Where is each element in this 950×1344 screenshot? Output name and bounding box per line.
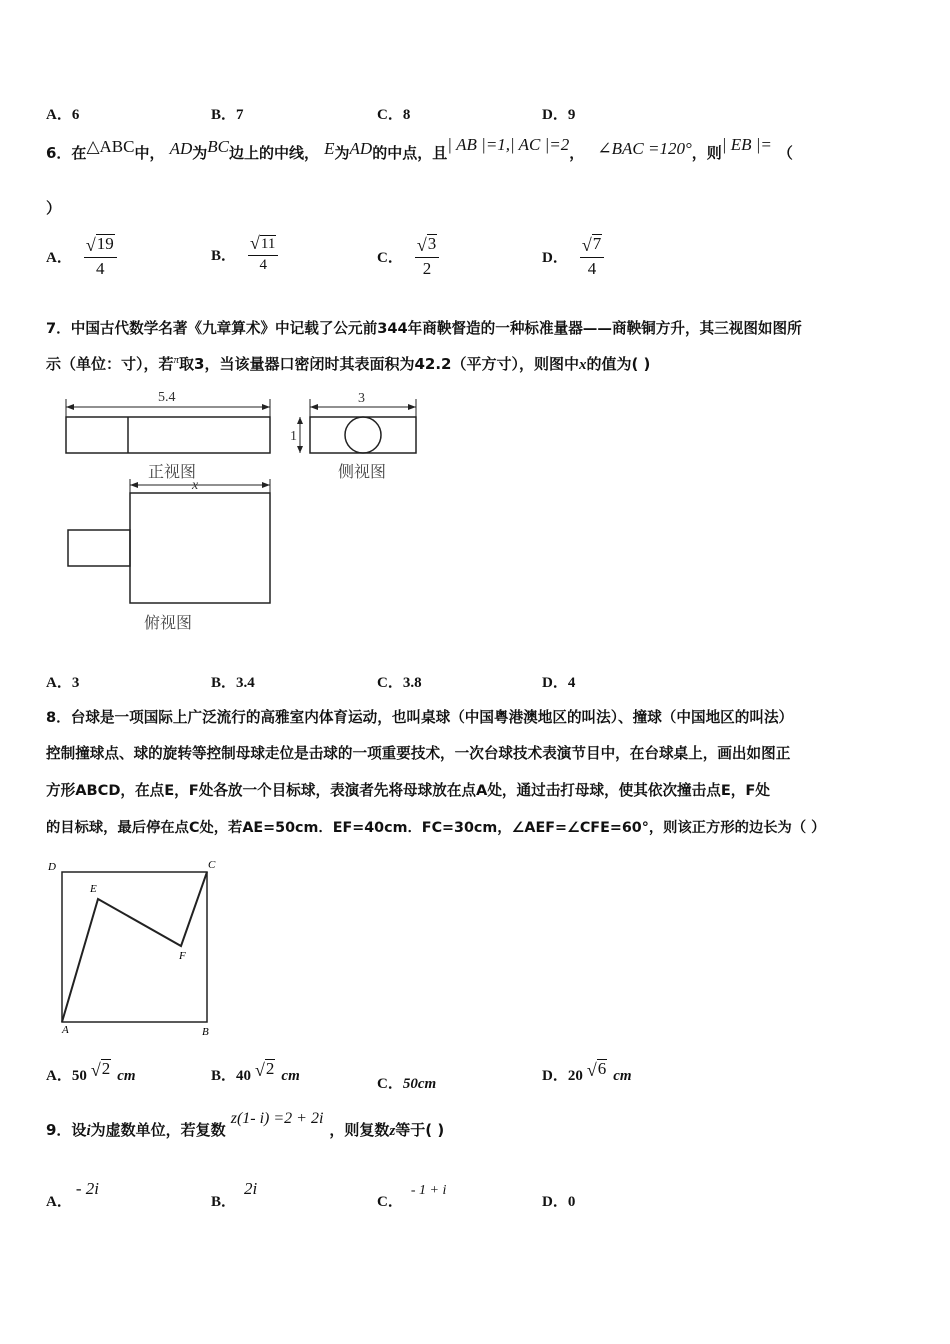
q9-option-b[interactable]: B．2i	[211, 1179, 258, 1210]
q5-option-b[interactable]: B．7	[211, 107, 244, 123]
top-view	[68, 478, 270, 632]
label-c: C	[208, 859, 216, 871]
side-dim-h-label: 1	[290, 429, 297, 444]
q6-option-c[interactable]: C． √ 3 2	[377, 234, 439, 279]
q7-option-a[interactable]: A．3	[46, 675, 80, 691]
label-a: A	[62, 1024, 69, 1036]
side-dim-w-label: 3	[358, 391, 365, 406]
q7-three-view-figure	[60, 385, 430, 640]
q6-option-d[interactable]: D． √ 7 4	[542, 234, 604, 279]
label-f: F	[179, 950, 186, 962]
q9-option-a[interactable]: A．- 2i	[46, 1179, 99, 1210]
q8-stem-line3: 方形ABCD，在点E，F处各放一个目标球，表演者先将母球放在点A处，通过击打母球，使其依次撞击点E，F处	[46, 782, 770, 799]
q8-stem-line4: 的目标球，最后停在点C处，若AE=50cm．EF=40cm．FC=30cm，∠AEF=∠CFE=60°，则该正方形的边长为（ ）	[46, 820, 826, 836]
q6-stem: 6．在△ABC中， AD为BC边上的中线， E为AD的中点，且| AB |=1,| AC |=2， ∠BAC =120°，则| EB |= （	[46, 135, 793, 162]
q8-stem-line1: 8．台球是一项国际上广泛流行的高雅室内体育运动，也叫桌球（中国粤港澳地区的叫法）、撞球（中国地区的叫法）	[46, 709, 794, 726]
top-view-label: 俯视图	[144, 615, 193, 632]
side-view	[290, 391, 416, 481]
q7-option-b[interactable]: B．3.4	[211, 675, 255, 691]
q7-option-d[interactable]: D．4	[542, 675, 576, 691]
q5-option-c[interactable]: C．8	[377, 107, 411, 123]
q7-stem-line2: 示（单位：寸），若$^\pi$取3，当该量器口密闭时其表面积为42.2（平方寸），则图中x的值为( )	[46, 354, 651, 373]
front-dim-label: 5.4	[158, 390, 176, 405]
q5-option-d[interactable]: D．9	[542, 107, 576, 123]
front-view	[66, 390, 270, 481]
q8-square-figure	[44, 855, 224, 1040]
q6-option-a[interactable]: A． √ 19 4	[46, 234, 117, 279]
label-b: B	[202, 1026, 209, 1038]
q7-stem-line1: 7．中国古代数学名著《九章算术》中记载了公元前344年商鞅督造的一种标准量器——商鞅铜方升，其三视图如图所	[46, 320, 802, 337]
q6-stem-close: ）	[46, 199, 62, 217]
q8-option-a[interactable]: A． 50 √ 2 cm	[46, 1059, 136, 1084]
q5-option-a[interactable]: A．6	[46, 107, 80, 123]
label-d: D	[48, 861, 56, 873]
q8-option-d[interactable]: D． 20 √ 6 cm	[542, 1059, 632, 1084]
front-view-label: 正视图	[148, 464, 197, 481]
q9-stem: 9．设i为虚数单位，若复数 z(1- i) =2 + 2i，则复数z等于( )	[46, 1110, 445, 1139]
q9-option-d[interactable]: D．0	[542, 1194, 576, 1210]
q8-stem-line2: 控制撞球点、球的旋转等控制母球走位是击球的一项重要技术，一次台球技术表演节目中，在台球桌上，画出如图正	[46, 745, 791, 762]
label-e: E	[90, 883, 97, 895]
side-view-label: 侧视图	[338, 464, 387, 481]
q8-option-b[interactable]: B． 40 √ 2 cm	[211, 1059, 300, 1084]
top-dim-label: x	[192, 478, 199, 493]
q9-option-c[interactable]: C．- 1 + i	[377, 1183, 447, 1210]
q6-option-b[interactable]: B． √ 11 4	[211, 234, 278, 274]
q8-option-c[interactable]: C．50cm	[377, 1076, 437, 1092]
ball-path	[62, 872, 207, 1022]
q7-option-c[interactable]: C．3.8	[377, 675, 422, 691]
